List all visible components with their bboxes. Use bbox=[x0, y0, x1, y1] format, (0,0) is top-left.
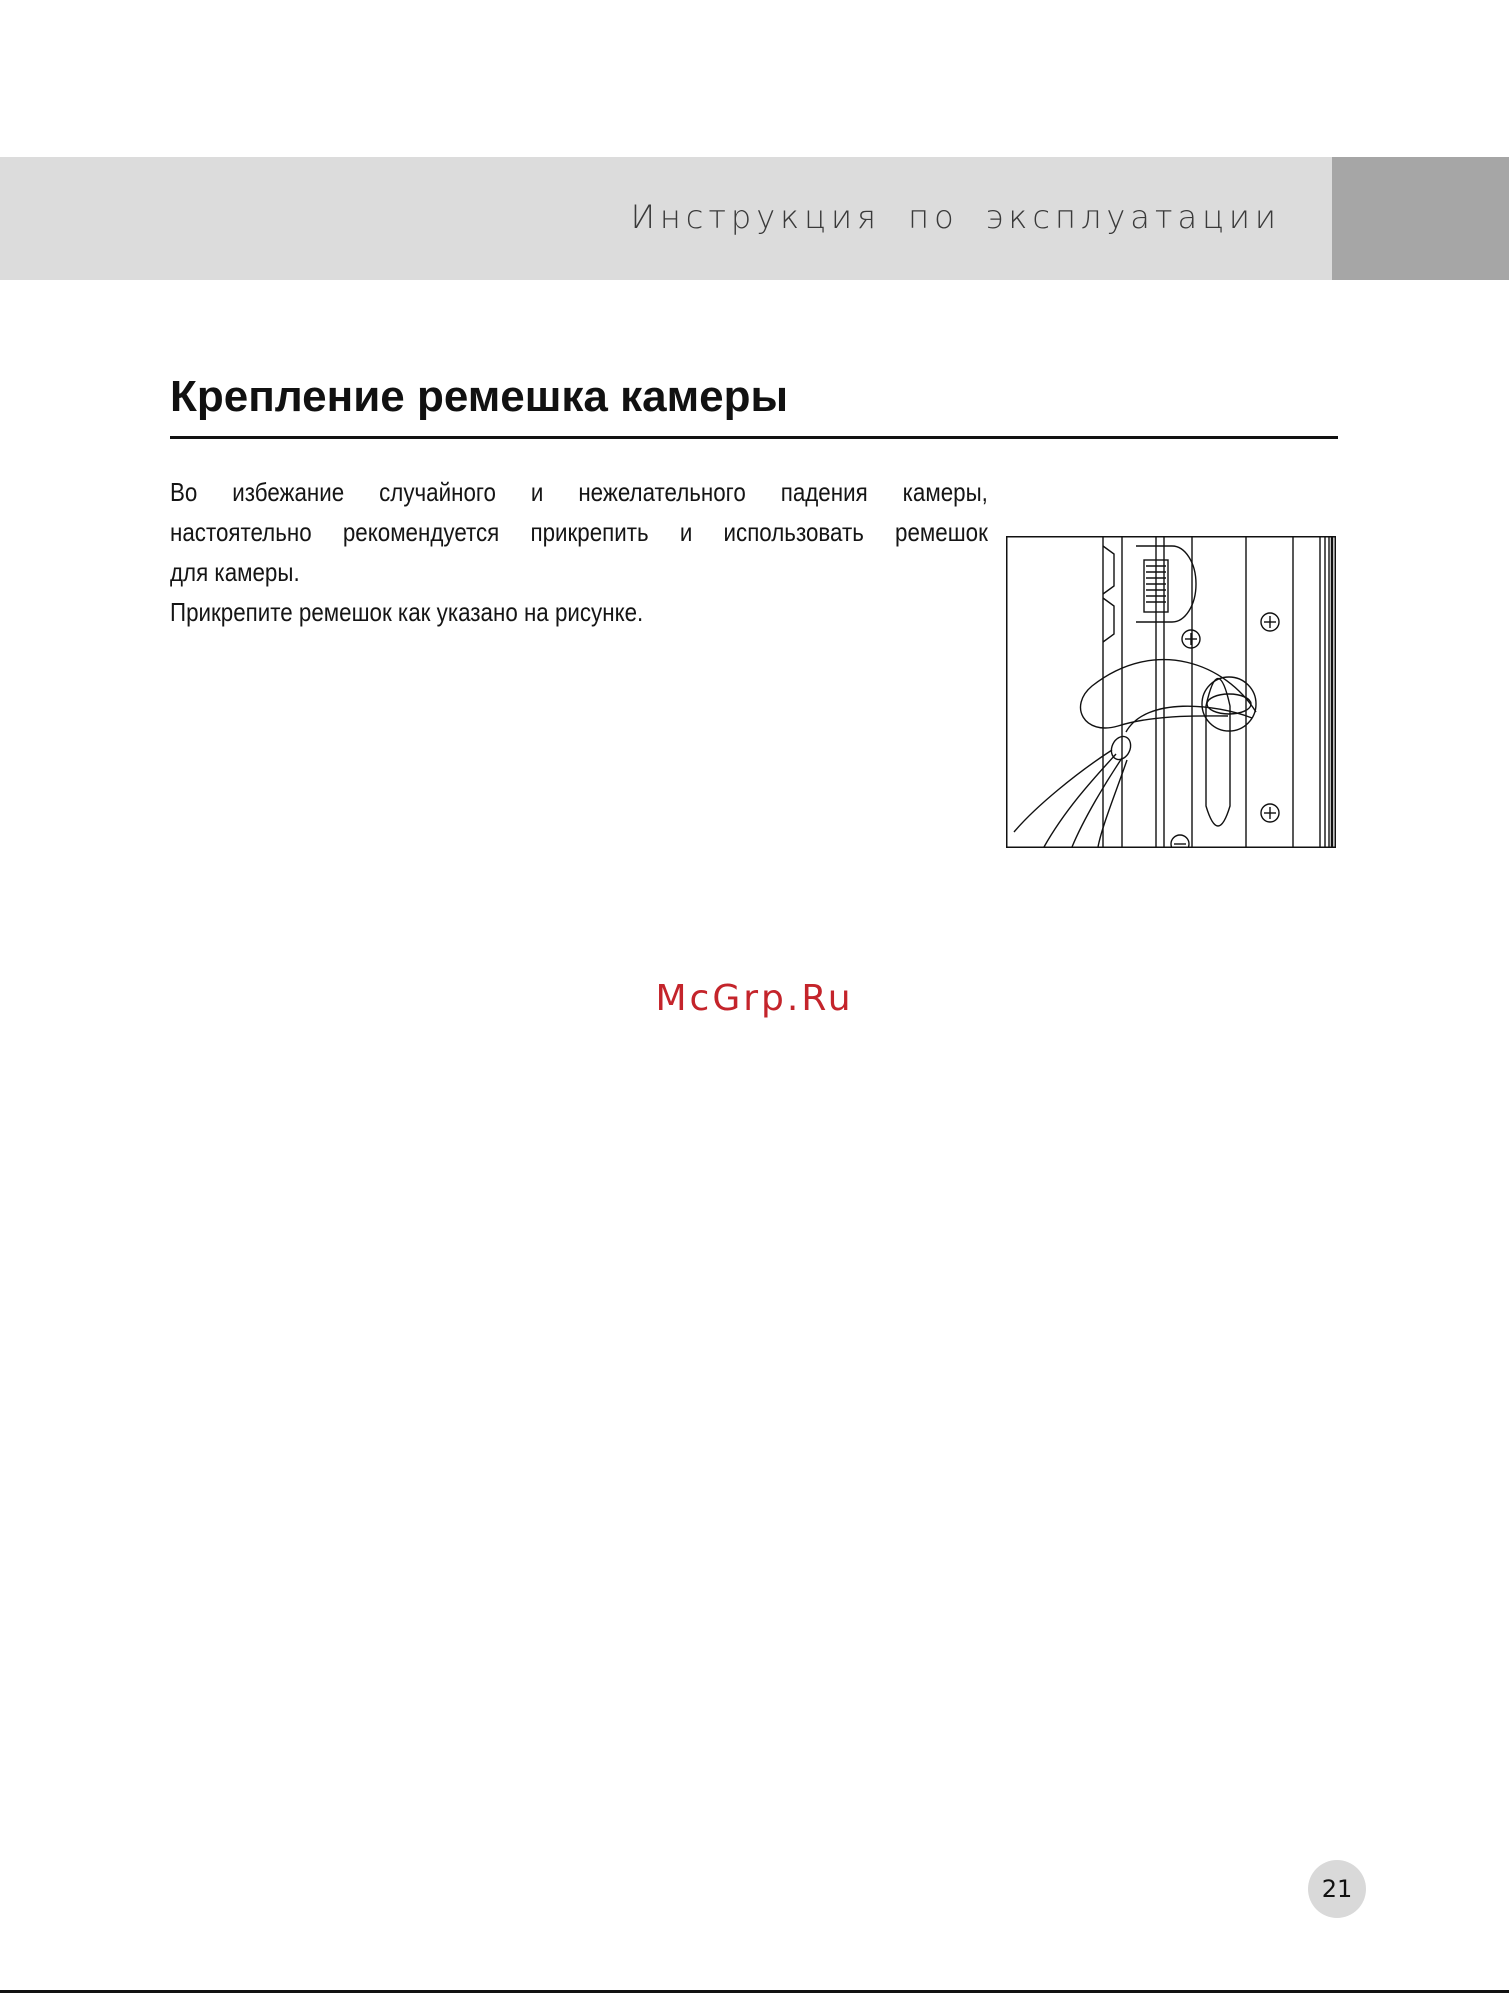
screw-icon bbox=[1182, 630, 1200, 648]
paragraph-line-1: Во избежание случайного и нежелательного падения камеры, bbox=[170, 477, 988, 507]
header-tab bbox=[1332, 157, 1509, 280]
page-number: 21 bbox=[1321, 1875, 1353, 1903]
watermark: McGrp.Ru bbox=[655, 978, 854, 1019]
header-title: Инструкция по эксплуатации bbox=[630, 198, 1281, 236]
title-divider bbox=[170, 436, 1338, 439]
instruction-line: Прикрепите ремешок как указано на рисунке. bbox=[170, 597, 644, 627]
body-paragraph bbox=[170, 472, 988, 592]
body-text bbox=[170, 472, 988, 632]
paragraph-line-3: для камеры. bbox=[170, 557, 300, 587]
page-number-badge bbox=[1308, 1860, 1366, 1918]
section-title: Крепление ремешка камеры bbox=[170, 372, 789, 421]
camera-strap-illustration bbox=[1006, 536, 1336, 848]
paragraph-line-2: настоятельно рекомендуется прикрепить и использовать ремешок bbox=[170, 517, 988, 547]
bottom-rule bbox=[0, 1990, 1509, 1993]
